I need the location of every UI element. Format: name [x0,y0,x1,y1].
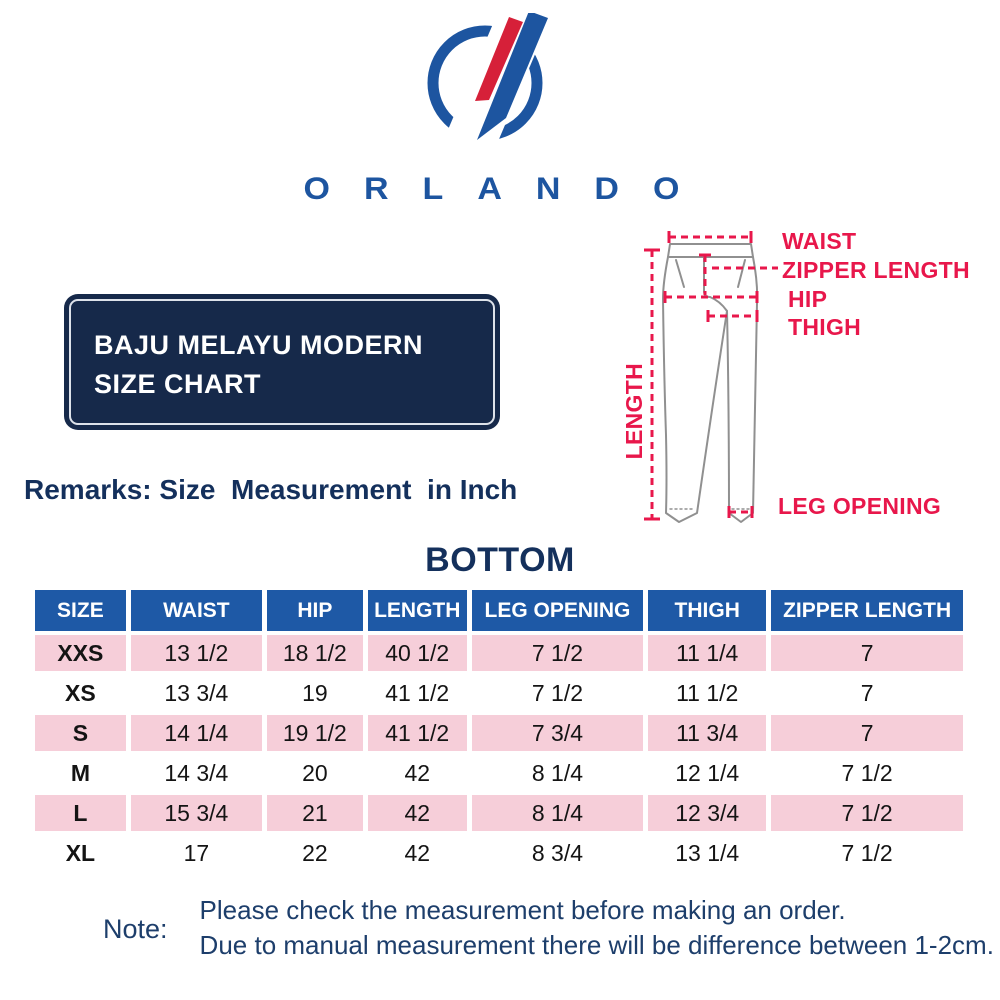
pants-measurement-diagram [620,225,995,535]
cell-thigh: 12 1/4 [675,759,740,786]
cell-zipper-length: 7 1/2 [841,759,893,786]
table-row-m [35,755,963,791]
cell-zipper-length: 7 [771,635,963,671]
cell-leg-opening: 8 3/4 [531,839,583,866]
cell-size: XXS [35,635,126,671]
diagram-label-length: LENGTH [621,363,647,460]
column-header-waist: WAIST [131,590,262,631]
cell-hip: 19 1/2 [267,715,363,751]
note-line-1: Please check the measurement before making an order. [199,895,846,925]
cell-leg-opening: 8 1/4 [472,795,644,831]
cell-length: 42 [404,759,431,786]
diagram-label-waist: WAIST [782,228,857,254]
cell-hip: 19 [302,679,328,706]
table-row-xs [35,675,963,711]
title-line-2: SIZE CHART [94,369,261,399]
column-header-thigh: THIGH [648,590,766,631]
table-row-xl [35,835,963,871]
table-row-s [35,715,963,751]
cell-hip: 18 1/2 [267,635,363,671]
cell-zipper-length: 7 [860,679,874,706]
cell-waist: 13 3/4 [164,679,229,706]
cell-length: 40 1/2 [368,635,467,671]
cell-thigh: 11 3/4 [648,715,766,751]
note-label: Note: [103,914,168,944]
cell-length: 41 1/2 [385,679,450,706]
cell-zipper-length: 7 [771,715,963,751]
diagram-label-leg-opening: LEG OPENING [778,493,942,519]
cell-leg-opening: 7 1/2 [472,635,644,671]
cell-hip: 22 [302,839,328,866]
cell-length: 42 [404,839,431,866]
cell-waist: 15 3/4 [131,795,262,831]
title-box [64,294,500,430]
table-row-l [35,795,963,831]
cell-waist: 14 3/4 [164,759,229,786]
cell-thigh: 11 1/2 [676,679,739,706]
cell-zipper-length: 7 1/2 [841,839,893,866]
note-block [103,893,994,963]
size-table [30,586,968,875]
cell-length: 41 1/2 [368,715,467,751]
cell-thigh: 11 1/4 [648,635,766,671]
cell-leg-opening: 8 1/4 [531,759,583,786]
cell-waist: 14 1/4 [131,715,262,751]
table-header-row [35,590,963,631]
cell-hip: 21 [267,795,363,831]
diagram-label-zipper-length: ZIPPER LENGTH [782,257,970,283]
note-line-2: Due to manual measurement there will be difference between 1-2cm. [199,930,994,960]
cell-size: L [35,795,126,831]
cell-waist: 13 1/2 [131,635,262,671]
brand-wordmark: ORLANDO [303,171,714,207]
table-row-xxs [35,635,963,671]
cell-size: XL [65,839,96,866]
diagram-label-hip: HIP [788,286,828,312]
cell-leg-opening: 7 1/2 [531,679,583,706]
column-header-hip: HIP [267,590,363,631]
cell-length: 42 [368,795,467,831]
cell-size: M [70,759,90,786]
cell-leg-opening: 7 3/4 [472,715,644,751]
cell-zipper-length: 7 1/2 [771,795,963,831]
cell-waist: 17 [183,839,210,866]
column-header-zipper-length: ZIPPER LENGTH [771,590,963,631]
cell-size: XS [65,679,96,706]
cell-thigh: 13 1/4 [675,839,740,866]
column-header-length: LENGTH [368,590,467,631]
remarks-text: Remarks: Size Measurement in Inch [24,474,518,505]
cell-size: S [35,715,126,751]
diagram-label-thigh: THIGH [788,314,862,340]
title-line-1: BAJU MELAYU MODERN [94,330,424,360]
cell-hip: 20 [302,759,328,786]
column-header-size: SIZE [35,590,126,631]
section-title-bottom: BOTTOM [425,541,575,579]
orlando-logo-icon [415,13,565,158]
column-header-leg-opening: LEG OPENING [472,590,644,631]
cell-thigh: 12 3/4 [648,795,766,831]
